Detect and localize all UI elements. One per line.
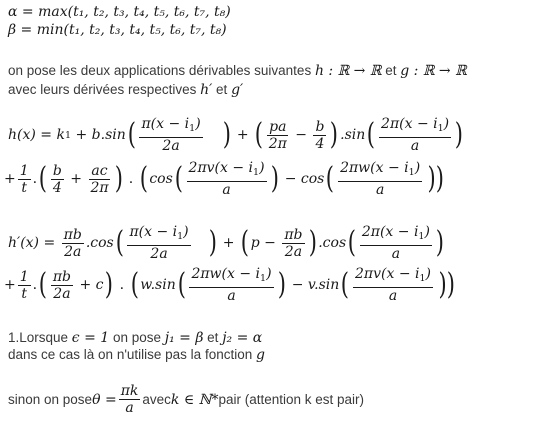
h-prime: h′ xyxy=(200,82,213,98)
epsilon-condition: ϵ = 1 xyxy=(71,330,110,346)
sinon-suffix: pair (attention k est pair) xyxy=(218,392,365,407)
sinon-prefix: sinon on pose xyxy=(8,392,93,407)
case1-line2-text: dans ce cas là on n'utilise pas la fonction xyxy=(8,347,256,362)
g-prime: g′ xyxy=(231,82,244,98)
intro-et-2: et xyxy=(212,82,232,97)
h-definition-line-2: + $\frac{1}{t}$ . ( $\frac{b}{4}$ + $\frac{ac}{2\pi}$ ) . ( cos ( $\frac{2\pi v(x - i_1)}{a}$ ) − cos ( $\frac{2\pi w(x - i_1)}{a}$ )) xyxy=(4,160,445,198)
j2-def: j₂ = α xyxy=(222,330,263,346)
intro-line-1 xyxy=(8,63,467,79)
intro-text-2: avec leurs dérivées respectives xyxy=(8,82,201,97)
sinon-line: sinon on pose θ = $\frac{\pi k}{a}$ avec k ∈ ℕ* pair (attention k est pair) xyxy=(8,383,365,416)
case1-line-2 xyxy=(8,347,265,363)
theta-def: θ = xyxy=(92,391,117,408)
case1-line-1 xyxy=(8,330,262,346)
case1-prefix: 1.Lorsque xyxy=(8,330,72,345)
hprime-definition-line-2: + $\frac{1}{t}$ . ( $\frac{\pi b}{2a}$ + c ) . ( w.sin ( $\frac{2\pi w(x - i_1)}{a}$ ) − v.sin ( $\frac{2\pi v(x - i_1)}{a}$ )) xyxy=(4,266,455,304)
g-mapping: g : ℝ → ℝ xyxy=(400,63,467,79)
intro-line-2 xyxy=(8,82,243,98)
intro-text: on pose les deux applications dérivables suivantes xyxy=(8,63,315,78)
hprime-definition-line-1: h′(x) = $\frac{\pi b}{2a}$ .cos ( $\frac{\pi(x - i_1)}{2a}$ ) + ( p − $\frac{\pi b}{2a}$ ) .cos ( $\frac{2\pi(x - i_1)}{a}$ ) xyxy=(8,224,444,262)
j1-def: j₁ = β xyxy=(164,330,204,346)
case1-mid: on pose xyxy=(109,330,165,345)
h-mapping: h : ℝ → ℝ xyxy=(314,63,382,79)
case1-et: et xyxy=(203,330,223,345)
beta-definition: β = min(t₁, t₂, t₃, t₄, t₅, t₆, t₇, t₈) xyxy=(8,22,227,38)
hprime-label: h′(x) xyxy=(8,235,40,251)
intro-et: et xyxy=(381,63,401,78)
g-function: g xyxy=(255,347,265,363)
sinon-avec: avec xyxy=(142,392,171,407)
alpha-definition: α = max(t₁, t₂, t₃, t₄, t₅, t₆, t₇, t₈) xyxy=(8,4,231,20)
k-domain: k ∈ ℕ* xyxy=(170,391,219,408)
h-definition-line-1: h(x) = k 1 + b.sin ( $\frac{\pi(x - i_1)}{2a}$ ) + ( $\frac{pa}{2\pi}$ − $\frac{b}{4}$ ) .sin ( $\frac{2\pi(x - i_1)}{a}$ ) xyxy=(8,116,464,154)
h-label: h(x) xyxy=(8,127,36,143)
